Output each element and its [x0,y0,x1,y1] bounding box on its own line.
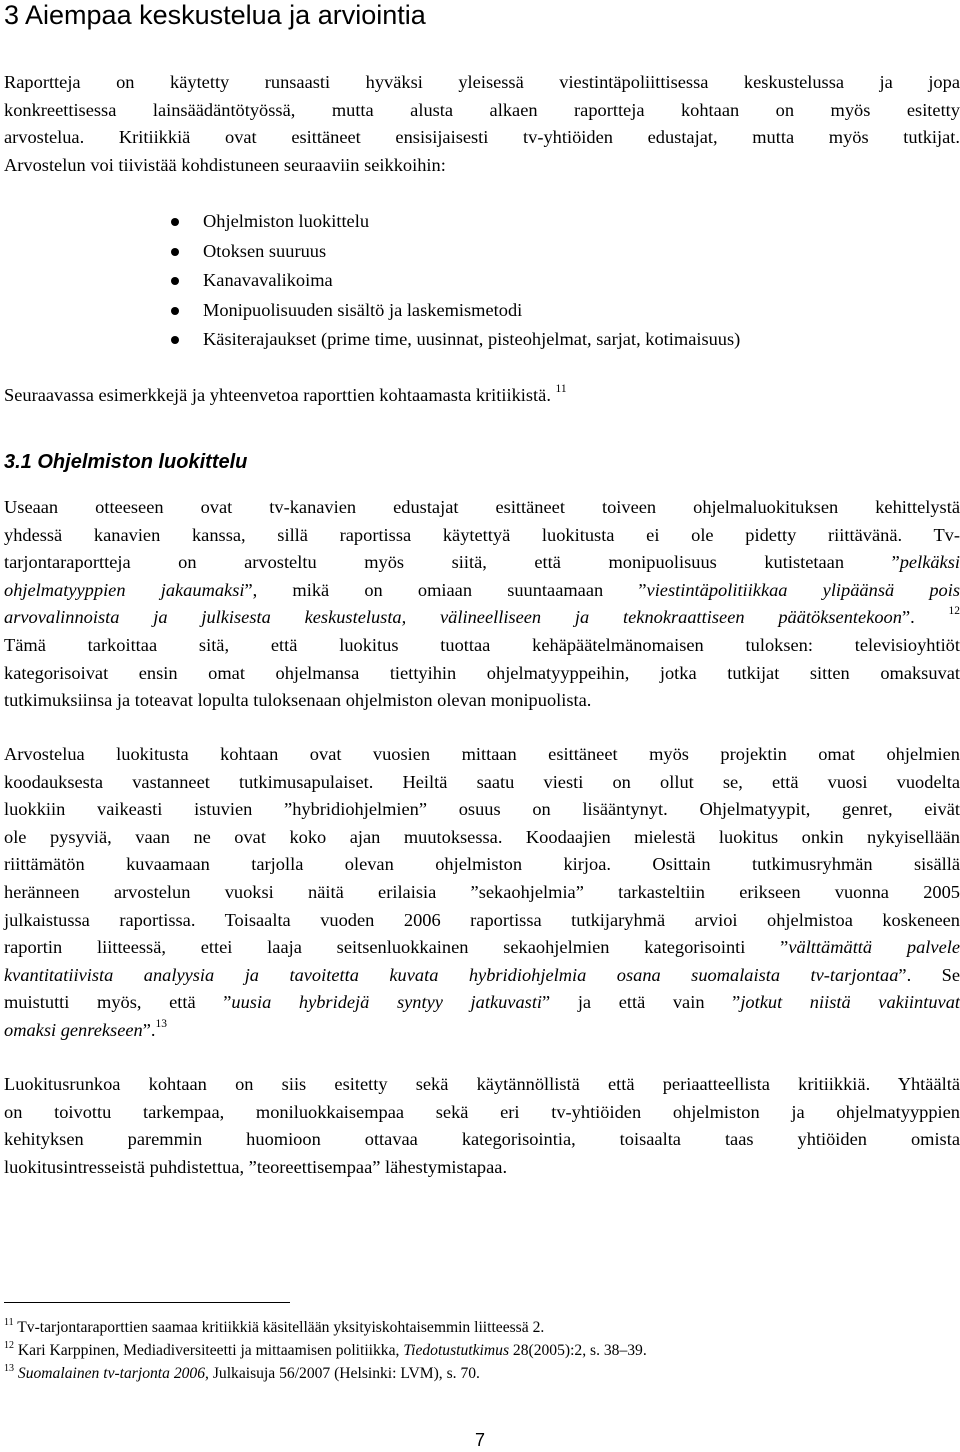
list-item: Otoksen suuruus [0,237,740,267]
intro-paragraph [4,69,960,179]
page-number: 7 [474,1430,485,1450]
bullet-icon [171,336,179,344]
text-line: konkreettisessa lainsäädäntötyössä, mutta alusta alkaen raportteja kohtaan on myös esitetty [4,99,960,120]
footnote-11: $^{11}$ Tv-tarjontaraporttien saamaa kritiikkiä käsitellään yksityiskohtaisemmin liitteessä 2. [4,1316,545,1336]
text-line: Raportteja on käytetty runsaasti hyväksi yleisessä viestintäpoliittisessa keskustelussa ja jopa [4,72,960,92]
footnote-ref: 12 [948,605,960,618]
bullet-icon [171,307,179,315]
footnote-ref: 11 [555,382,567,395]
text-line: arvostelua. Kritiikkiä ovat esittäneet ensisijaisesti tv-yhtiöiden edustajat, mutta myös tutkijat. [4,127,960,148]
paragraph-3: Luokitusrunkoa kohtaan on siis esitetty sekä käytännöllistä että periaatteellista kritiikkiä. Yhtäältä on toivottu tarkempaa, moniluokkaisempaa sekä eri tv-yhtiöiden ohjelmiston ja ohjelmatyyppien kehityksen paremmin huomioon ottavaa kategorisointia, toisaalta taas yhtiöiden omista luokitusintresseistä puhdistettua, ”teoreettisempaa” lähestymistapaa. [4,1074,960,1177]
bullet-icon [171,218,179,226]
criticism-bullet-list [0,207,740,355]
list-item: Käsiterajaukset (prime time, uusinnat, pisteohjelmat, sarjat, kotimaisuus) [0,325,740,355]
paragraph-2: Arvostelua luokitusta kohtaan ovat vuosien mittaan esittäneet myös projektin omat ohjelmien koodauksesta vastanneet tutkimusapulaiset. Heiltä saatu viesti on ollut se, että vuosi vuodelta luokkiin vaikeasti istuvien ”hybridiohjelmien” osuus on lisääntynyt. Ohjelmatyypit, genret, eivät ole pysyviä, vaan ne ovat koko ajan muutoksessa. Koodaajien mielestä luokitus onkin nykyisellään riittämätön kuvaamaan tarjolla olevan ohjelmiston kirjoa. Osittain tutkimusryhmän sisällä heränneen arvostelun vuoksi näitä erilaisia ”sekaohjelmia” tarkasteltiin erikseen vuonna 2005 julkaistussa raportissa. Toisaalta vuoden 2006 raportissa tutkijaryhmä arvioi ohjelmistoa koskeneen raportin liitteessä, ettei laaja seitsenluokkainen sekaohjelmien kategorisointi ”välttämättä palvele kvantitatiivista analyysia ja tavoitetta kuvata hybridiohjelmia osana suomalaista tv-tarjontaa”. Se muistutti myös, että ”uusia hybridejä syntyy jatkuvasti” ja että vain ”jotkut niistä vakiintuvat omaksi genrekseen”.$^{13}$ [4,744,960,1040]
list-item: Monipuolisuuden sisältö ja laskemismetodi [0,296,740,326]
footnote-separator [4,1302,290,1303]
bullet-icon [171,248,179,256]
footnote-12: $^{12}$ Kari Karppinen, Mediadiversiteetti ja mittaamisen politiikka, Tiedotustutkimus 28(2005):2, s. 38–39. [4,1339,647,1359]
paragraph-1: Useaan otteeseen ovat tv-kanavien edustajat esittäneet toiveen ohjelmaluokituksen kehittelystä yhdessä kanavien kanssa, sillä raportissa käytettyä luokitusta ei ole pidetty riittävänä. Tv- tarjontaraportteja on arvosteltu myös siitä, että monipuolisuus kutistetaan ”pelkäksi ohjelmatyyppien jakaumaksi”, mikä on omiaan suuntaamaan ”viestintäpolitiikkaa ylipäänsä pois arvovalinnoista ja julkisesta keskustelusta, välineelliseen ja teknokraattiseen päätöksentekoon”. $^{12}$ Tämä tarkoittaa sitä, että luokitus tuottaa kehäpäätelmänomaisen tuloksen: televisioyhtiöt kategorisoivat ensin omat ohjelmansa tiettyihin ohjelmatyyppeihin, jotka tutkijat sitten omaksuvat tutkimuksiinsa ja toteavat lopulta tuloksenaan ohjelmiston olevan monipuolista. [4,497,960,711]
subsection-heading: 3.1 Ohjelmiston luokittelu [4,451,248,473]
footnote-13: $^{13}$ Suomalainen tv-tarjonta 2006, Julkaisuja 56/2007 (Helsinki: LVM), s. 70. [4,1362,480,1382]
summary-paragraph: Seuraavassa esimerkkejä ja yhteenvetoa raporttien kohtaamasta kritiikistä. $^{11}$ [4,382,567,405]
text-line: Arvostelun voi tiivistää kohdistuneen seuraaviin seikkoihin: [4,154,446,175]
bullet-icon [171,277,179,285]
section-heading: 3 Aiempaa keskustelua ja arviointia [4,0,426,30]
list-item: Kanavavalikoima [0,266,740,296]
footnote-ref: 13 [155,1017,167,1030]
list-item: Ohjelmiston luokittelu [0,207,740,237]
